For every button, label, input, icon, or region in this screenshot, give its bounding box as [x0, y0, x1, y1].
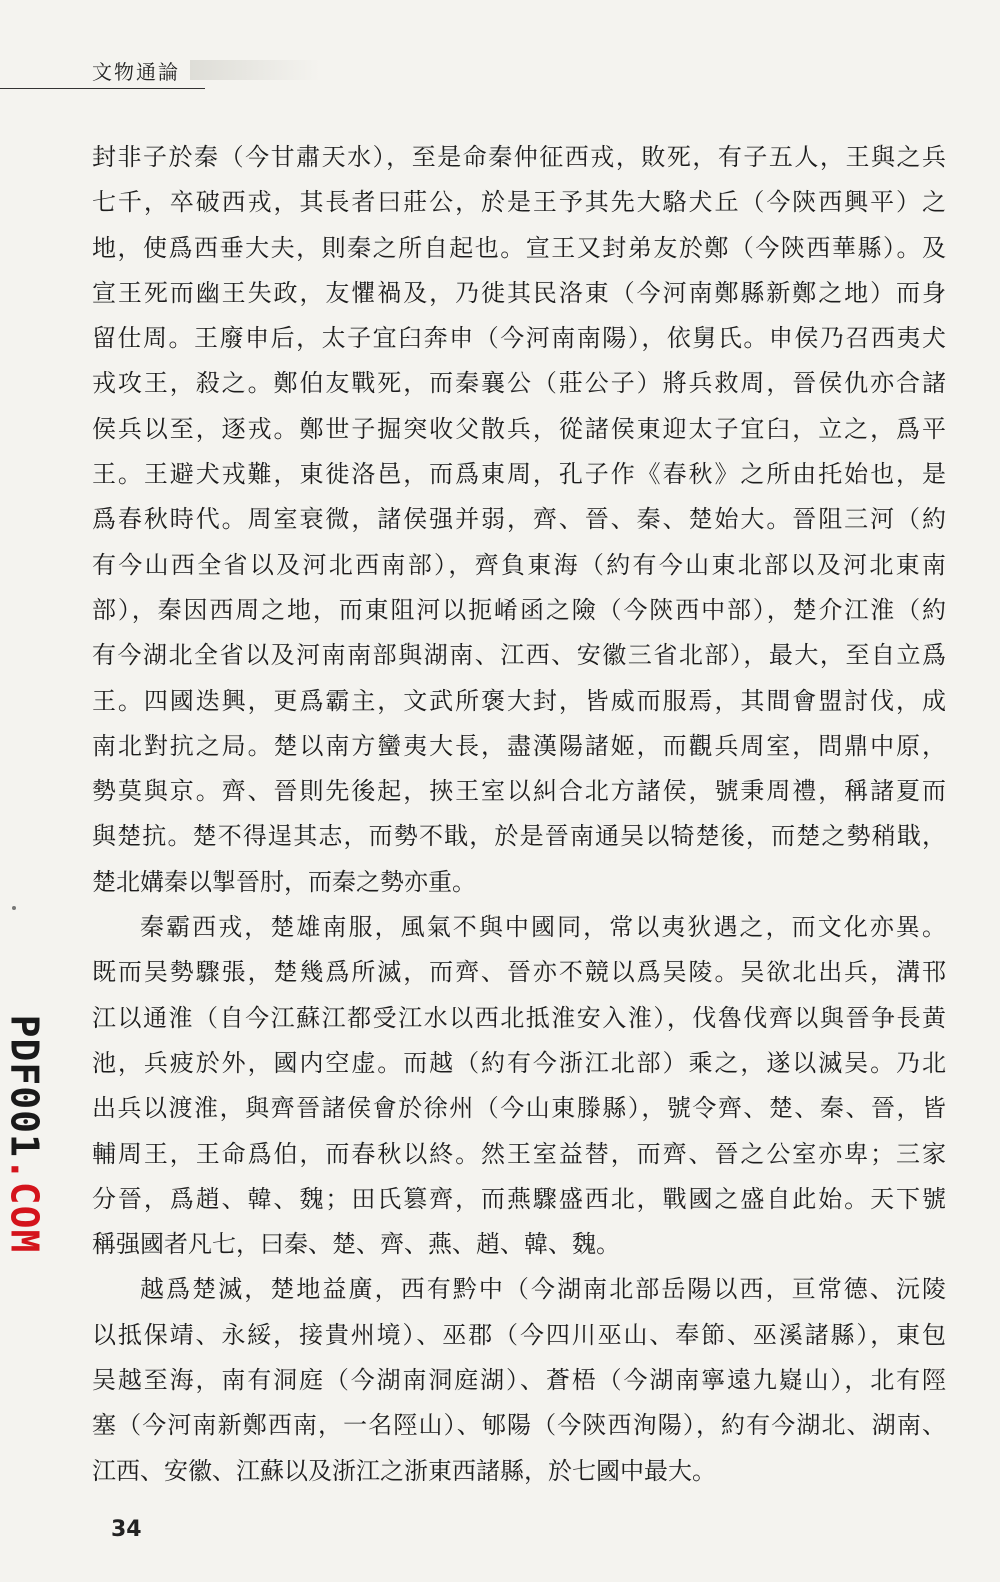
watermark-main: PDF001: [2, 1014, 47, 1158]
text-line: 王。王避犬戎難，東徙洛邑，而爲東周，孔子作《春秋》之所由托始也，是: [92, 460, 946, 489]
text-line: 江以通淮（自今江蘇江都受江水以西北抵淮安入淮），伐魯伐齊以與晉争長黄: [92, 1003, 946, 1032]
text-line: 留仕周。王廢申后，太子宜臼奔申（今河南南陽），依舅氏。申侯乃召西夷犬: [92, 324, 946, 353]
text-line: 分晉，爲趙、韓、魏；田氏篡齊，而燕驟盛西北，戰國之盛自此始。天下號: [92, 1184, 946, 1213]
text-line: 既而吴勢驟張，楚幾爲所滅，而齊、晉亦不競以爲吴陵。吴欲北出兵，溝邗: [92, 958, 946, 987]
page-number: 34: [111, 1517, 142, 1542]
text-line: 七千，卒破西戎，其長者曰莊公，於是王予其先大駱犬丘（今陝西興平）之: [92, 188, 946, 217]
text-line: 部），秦因西周之地，而東阻河以扼崤函之險（今陝西中部），楚介江淮（約: [92, 595, 946, 624]
text-line: 塞（今河南新鄭西南，一名陘山）、郇陽（今陝西洵陽），約有今湖北、湖南、: [92, 1411, 946, 1440]
text-line: 侯兵以至，逐戎。鄭世子掘突收父散兵，從諸侯東迎太子宜臼，立之，爲平: [92, 414, 946, 443]
text-line: 爲春秋時代。周室衰微，諸侯强并弱，齊、晉、秦、楚始大。晉阻三河（約: [92, 505, 946, 534]
body-text: [92, 135, 946, 1494]
text-line: 有今湖北全省以及河南南部與湖南、江西、安徽三省北部），最大，至自立爲: [92, 641, 946, 670]
text-line: 越爲楚滅，楚地益廣，西有黔中（今湖南北部岳陽以西，亘常德、沅陵: [140, 1275, 946, 1304]
watermark-text: [2, 1015, 46, 1254]
text-line: 有今山西全省以及河北西南部），齊負東海（約有今山東北部以及河北東南: [92, 550, 946, 579]
watermark-suffix: .COM: [2, 1157, 47, 1254]
text-line: 勢莫與京。齊、晉則先後起，挾王室以糾合北方諸侯，號秉周禮，稱諸夏而: [92, 777, 946, 806]
text-line: 以抵保靖、永綏，接貴州境）、巫郡（今四川巫山、奉節、巫溪諸縣），東包: [92, 1320, 946, 1349]
text-line: 秦霸西戎，楚雄南服，風氣不與中國同，常以夷狄遇之，而文化亦異。: [140, 913, 946, 942]
text-line: 吴越至海，南有洞庭（今湖南洞庭湖）、蒼梧（今湖南寧遠九嶷山），北有陘: [92, 1366, 946, 1395]
paragraph: [92, 905, 946, 1267]
text-line: 池，兵疲於外，國内空虚。而越（約有今浙江北部）乘之，遂以滅吴。乃北: [92, 1048, 946, 1077]
text-line: 南北對抗之局。楚以南方蠻夷大長，盡漢陽諸姬，而觀兵周室，問鼎中原，: [92, 731, 946, 760]
watermark: [2, 1008, 46, 1260]
paragraph: [92, 135, 946, 905]
text-line: 稱强國者凡七，曰秦、楚、齊、燕、趙、韓、魏。: [92, 1230, 620, 1259]
text-line: 輔周王，王命爲伯，而春秋以終。然王室益替，而齊、晉之公室亦卑；三家: [92, 1139, 946, 1168]
text-line: 出兵以渡淮，與齊晉諸侯會於徐州（今山東滕縣），號令齊、楚、秦、晉，皆: [92, 1094, 946, 1123]
running-header: [0, 56, 205, 89]
text-line: 王。四國迭興，更爲霸主，文武所褒大封，皆威而服焉，其間會盟討伐，成: [92, 686, 946, 715]
text-line: 楚北媾秦以掣晉肘，而秦之勢亦重。: [92, 867, 476, 896]
scan-speck: [12, 906, 16, 910]
text-line: 江西、安徽、江蘇以及浙江之浙東西諸縣，於七國中最大。: [92, 1456, 716, 1485]
text-line: 宣王死而幽王失政，友懼禍及，乃徙其民洛東（今河南鄭縣新鄭之地）而身: [92, 278, 946, 307]
paragraph: [92, 1267, 946, 1493]
text-line: 封非子於秦（今甘肅天水），至是命秦仲征西戎，敗死，有子五人，王與之兵: [92, 143, 946, 171]
text-line: 地，使爲西垂大夫，則秦之所自起也。宣王又封弟友於鄭（今陝西華縣）。及: [92, 233, 946, 262]
text-line: 戎攻王，殺之。鄭伯友戰死，而秦襄公（莊公子）將兵救周，晉侯仇亦合諸: [92, 369, 946, 398]
header-title: 文物通論: [92, 60, 180, 84]
header-decoration: [190, 60, 320, 80]
text-line: 與楚抗。楚不得逞其志，而勢不戢，於是晉南通吴以犄楚後，而楚之勢稍戢，: [92, 822, 946, 851]
